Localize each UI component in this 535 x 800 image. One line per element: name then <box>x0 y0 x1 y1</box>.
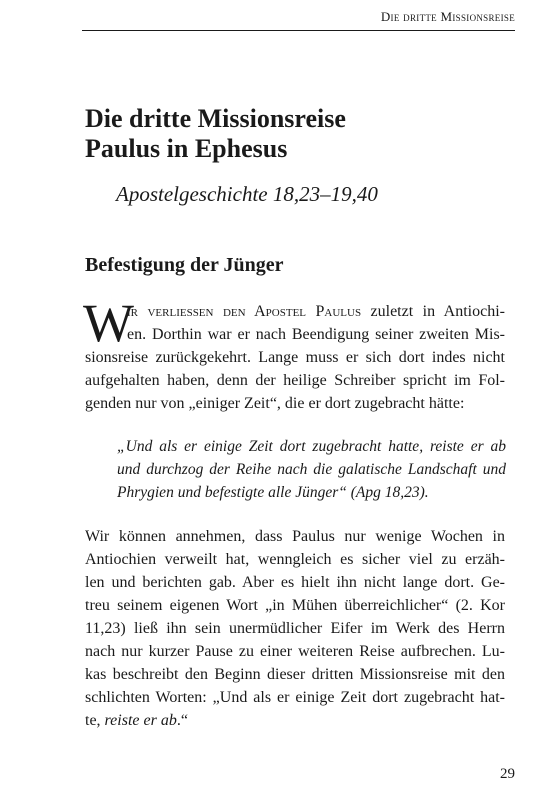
paragraph-1-line-5: genden nur von „einiger Zeit“, die er dort zugebracht hätte: <box>85 395 465 412</box>
paragraph-2-line-5: 11,23) ließ ihn sein unermüdlicher Eifer im Werk des Herrn <box>85 620 505 637</box>
paragraph-1-line-2: en. Dorthin war er nach Beendigung seiner zweiten Mis- <box>127 326 505 343</box>
chapter-title <box>85 104 505 164</box>
running-head <box>82 4 515 31</box>
paragraph-2-line-4: treu seinem eigenen Wort „in Mühen überreichlicher“ (2. Kor <box>85 597 505 614</box>
chapter-title-line-1: Die dritte Missionsreise <box>85 104 346 133</box>
quote-line-2: und durchzog der Reihe nach die galatische Landschaft und <box>117 461 506 478</box>
quote-line-3: Phrygien und befestigte alle Jünger“ (Apg 18,23). <box>117 484 429 501</box>
paragraph-1-line-1 <box>127 301 505 323</box>
section-heading: Befestigung der Jünger <box>85 254 284 276</box>
paragraph-1-line-3: sionsreise zurückgekehrt. Lange muss er sich dort indes nicht <box>85 349 505 366</box>
paragraph-1-line-4: aufgehalten haben, denn der heilige Schreiber spricht im Fol- <box>85 372 505 389</box>
page-number: 29 <box>500 766 515 782</box>
paragraph-1-small-caps: ir verliessen den Apostel Paulus <box>127 303 362 320</box>
paragraph-2-line-9-suffix: .“ <box>176 712 188 729</box>
chapter-title-line-2: Paulus in Ephesus <box>85 134 288 163</box>
paragraph-2-line-9 <box>85 710 188 732</box>
paragraph-2-line-3: len und berichten gab. Aber es hielt ihn nicht lange dort. Ge- <box>85 574 505 591</box>
paragraph-1-line-1-rest: zuletzt in Antiochi- <box>361 303 505 320</box>
paragraph-2-line-9-italic: reiste er ab <box>104 712 177 729</box>
paragraph-2-line-2: Antiochien verweilt hat, wenngleich es sicher viel zu erzäh- <box>85 551 505 568</box>
paragraph-2-line-1: Wir können annehmen, dass Paulus nur wenige Wochen in <box>85 528 505 545</box>
paragraph-2-line-7: kas beschreibt den Beginn dieser dritten Missionsreise mit den <box>85 666 505 683</box>
running-head-title: Die dritte Missionsreise <box>380 9 515 24</box>
scripture-reference: Apostelgeschichte 18,23–19,40 <box>116 182 378 206</box>
drop-cap: W <box>83 293 134 353</box>
quote-line-1: „Und als er einige Zeit dort zugebracht hatte, reiste er ab <box>117 438 506 455</box>
paragraph-2-line-8: schlichten Worten: „Und als er einige Zeit dort zugebracht hat- <box>85 689 505 706</box>
paragraph-2-line-9-prefix: te, <box>85 712 105 729</box>
paragraph-2-line-6: nach nur kurzer Pause zu einer weiteren Reise aufbrechen. Lu- <box>85 643 505 660</box>
